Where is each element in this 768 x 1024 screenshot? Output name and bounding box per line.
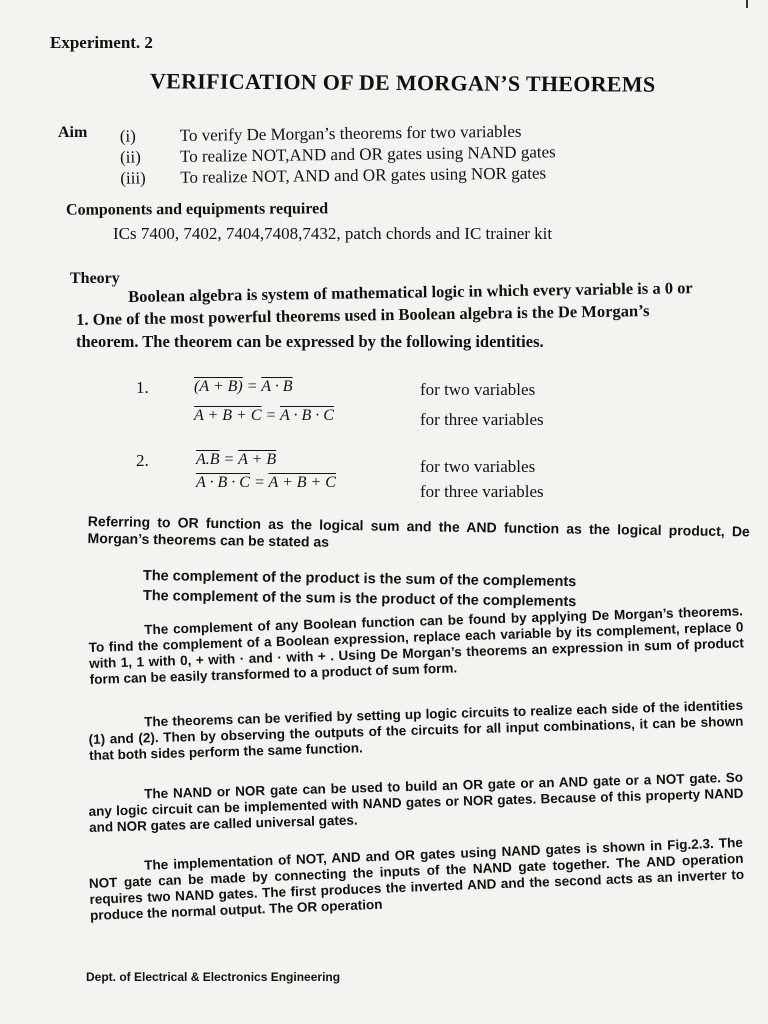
aim-item: (iii) To realize NOT, AND and OR gates using NOR gates — [120, 163, 547, 188]
components-list: ICs 7400, 7402, 7404,7408,7432, patch chords and IC trainer kit — [113, 224, 553, 243]
aim-list — [120, 120, 556, 188]
experiment-number: Experiment. 2 — [50, 33, 153, 52]
identity-number: 2. — [136, 451, 149, 470]
identity-equation: A + B + C = A · B · C — [194, 407, 334, 424]
identity-description: for three variables — [420, 482, 544, 501]
referring-paragraph: Referring to OR function as the logical sum and the AND function as the logical product, De Morgan’s theorems can be stated as — [87, 513, 750, 550]
identity-description: for two variables — [420, 457, 536, 476]
identity-equation: A · B · C = A + B + C — [196, 474, 336, 491]
theory-intro-line1: Boolean algebra is system of mathematical logic in which every variable is a 0 or — [128, 278, 693, 306]
components-heading: Components and equipments required — [65, 200, 329, 219]
identity-description: for two variables — [420, 380, 536, 399]
aim-item: (ii) To realize NOT,AND and OR gates using NAND gates — [119, 142, 556, 167]
page-title: VERIFICATION OF DE MORGAN’S THEOREMS — [149, 68, 656, 97]
aim-item: (i) To verify De Morgan’s theorems for two variables — [119, 121, 522, 146]
identity-equation: A.B = A + B — [196, 451, 277, 468]
theorem-statement: The complement of the product is the sum of the complements — [142, 568, 577, 591]
identity-equation: (A + B) = A · B — [194, 378, 293, 395]
universal-gates-paragraph: The NAND or NOR gate can be used to build an OR gate or an AND gate or a NOT gate. So any logic circuit can be implemented with NAND gates or NOR gates. Because of this property NAND and NOR gates are called universal gates. — [88, 769, 744, 835]
theory-intro-line2: 1. One of the most powerful theorems used in Boolean algebra is the De Morgan’s — [76, 300, 650, 329]
verification-paragraph: The theorems can be verified by setting up logic circuits to realize each side of the identities (1) and (2). Then by observing the outputs of the circuits for all input combinations, it can be shown that both sides perform the same function. — [88, 697, 744, 763]
page-footer: Dept. of Electrical & Electronics Engineering — [86, 970, 341, 984]
implementation-paragraph: The implementation of NOT, AND and OR gates using NAND gates is shown in Fig.2.3. The NOT gate can be made by connecting the inputs of the NAND gate together. The AND operation requires two NAND gates. The first produces the inverted AND and the second acts as an inverter to produce the normal output. The OR operation — [88, 834, 745, 923]
theory-heading: Theory — [70, 270, 120, 287]
identity-description: for three variables — [420, 410, 544, 429]
complement-paragraph: The complement of any Boolean function can be found by applying De Morgan’s theorems. To find the complement of a Boolean expression, replace each variable by its complement, replace 0 with 1, 1 with 0, + with · and · with + . Using De Morgan’s theorems an expression in sum of product form can be easily transformed to a product of sum form. — [88, 603, 745, 687]
identity-number: 1. — [136, 378, 149, 397]
theory-intro-line3: theorem. The theorem can be expressed by the following identities. — [76, 332, 544, 351]
page-edge-mark — [746, 0, 762, 8]
aim-label: Aim — [58, 124, 88, 141]
theorem-statement: The complement of the sum is the product of the complements — [142, 588, 577, 611]
